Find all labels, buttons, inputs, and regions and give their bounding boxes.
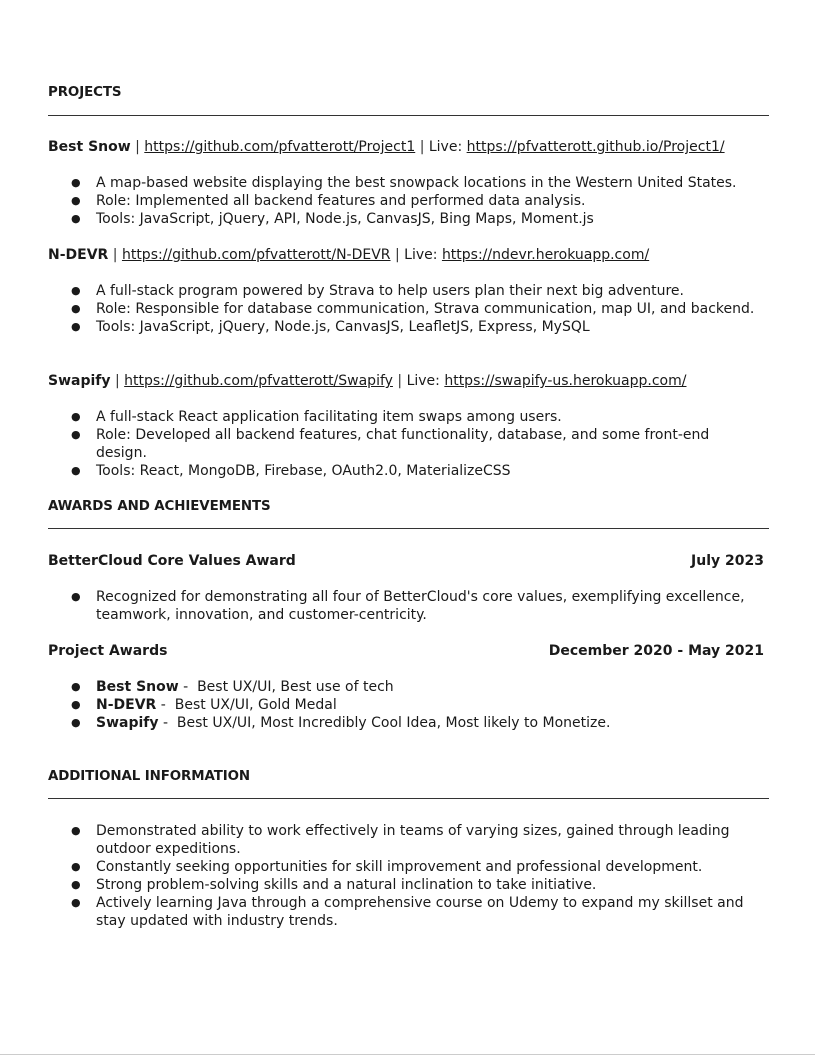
separator: | xyxy=(397,373,403,389)
section-divider xyxy=(48,798,769,799)
award-date: December 2020 - May 2021 xyxy=(548,643,764,659)
live-label: Live: xyxy=(404,247,438,263)
project-name: N-DEVR xyxy=(48,247,109,263)
award-date: July 2023 xyxy=(691,553,764,569)
award-project-name: Swapify xyxy=(96,715,159,731)
award-title: BetterCloud Core Values Award xyxy=(48,553,296,569)
list-item: ● Role: Implemented all backend features and performed data analysis. xyxy=(48,192,758,210)
separator: | xyxy=(112,247,118,263)
list-item: ● Tools: React, MongoDB, Firebase, OAuth2.0, MaterializeCSS xyxy=(48,462,758,480)
list-item: ● Actively learning Java through a comprehensive course on Udemy to expand my skillset and stay updated with industry trends. xyxy=(48,894,758,930)
list-item: ● Recognized for demonstrating all four of BetterCloud's core values, exemplifying excellence, teamwork, innovation, and customer-centricity. xyxy=(48,588,758,624)
section-divider xyxy=(48,528,769,529)
award-project-detail: Best UX/UI, Best use of tech xyxy=(197,679,394,695)
page-bottom-edge xyxy=(0,1054,815,1055)
live-label: Live: xyxy=(406,373,440,389)
list-item: ● Constantly seeking opportunities for skill improvement and professional development. xyxy=(48,858,758,876)
separator: | xyxy=(419,139,425,155)
award-bullets-project-awards xyxy=(48,678,758,732)
separator: | xyxy=(395,247,400,263)
project-bullets-best-snow xyxy=(48,174,758,228)
award-entry-bettercloud xyxy=(48,552,768,570)
list-item: ● Swapify - Best UX/UI, Most Incredibly Cool Idea, Most likely to Monetize. xyxy=(48,714,758,732)
separator: | xyxy=(135,139,140,155)
award-bullets-bettercloud xyxy=(48,588,758,624)
list-item: ● Tools: JavaScript, jQuery, API, Node.js, CanvasJS, Bing Maps, Moment.js xyxy=(48,210,758,228)
additional-bullets xyxy=(48,822,758,930)
award-title: Project Awards xyxy=(48,643,168,659)
award-project-name: N-DEVR xyxy=(96,697,157,713)
project-repo-link[interactable]: https://github.com/pfvatterott/Project1 xyxy=(144,139,416,155)
list-item: ● A full-stack React application facilitating item swaps among users. xyxy=(48,408,758,426)
list-item: ● Best Snow - Best UX/UI, Best use of tech xyxy=(48,678,758,696)
live-label: Live: xyxy=(428,139,463,155)
list-item: ● A full-stack program powered by Strava to help users plan their next big adventure. xyxy=(48,282,758,300)
project-live-link[interactable]: https://ndevr.herokuapp.com/ xyxy=(441,247,650,263)
list-item: ● A map-based website displaying the best snowpack locations in the Western United States. xyxy=(48,174,758,192)
section-divider xyxy=(48,115,769,116)
project-live-link[interactable]: https://swapify-us.herokuapp.com/ xyxy=(444,373,687,389)
project-entry-n-devr xyxy=(48,246,768,264)
separator: | xyxy=(114,373,120,389)
list-item: ● Strong problem-solving skills and a natural inclination to take initiative. xyxy=(48,876,758,894)
award-project-name: Best Snow xyxy=(96,679,179,695)
project-bullets-swapify xyxy=(48,408,758,480)
list-item: ● Role: Developed all backend features, chat functionality, database, and some front-end design. xyxy=(48,426,758,462)
award-project-detail: Best UX/UI, Gold Medal xyxy=(174,697,337,713)
list-item: ● Demonstrated ability to work effectively in teams of varying sizes, gained through leading outdoor expeditions. xyxy=(48,822,758,858)
project-name: Swapify xyxy=(48,373,111,389)
project-repo-link[interactable]: https://github.com/pfvatterott/Swapify xyxy=(124,373,393,389)
award-project-detail: Best UX/UI, Most Incredibly Cool Idea, Most likely to Monetize. xyxy=(176,715,611,731)
section-heading-projects: PROJECTS xyxy=(48,85,122,100)
project-repo-link[interactable]: https://github.com/pfvatterott/N-DEVR xyxy=(121,247,391,263)
project-name: Best Snow xyxy=(48,139,131,155)
list-item: ● Tools: JavaScript, jQuery, Node.js, CanvasJS, LeafletJS, Express, MySQL xyxy=(48,318,758,336)
list-item: ● N-DEVR - Best UX/UI, Gold Medal xyxy=(48,696,758,714)
section-heading-awards: AWARDS AND ACHIEVEMENTS xyxy=(48,499,271,514)
list-item: ● Role: Responsible for database communication, Strava communication, map UI, and backend. xyxy=(48,300,758,318)
project-entry-swapify xyxy=(48,372,768,390)
project-live-link[interactable]: https://pfvatterott.github.io/Project1/ xyxy=(466,139,725,155)
project-entry-best-snow xyxy=(48,138,768,156)
section-heading-additional: ADDITIONAL INFORMATION xyxy=(48,769,251,784)
project-bullets-n-devr xyxy=(48,282,758,336)
